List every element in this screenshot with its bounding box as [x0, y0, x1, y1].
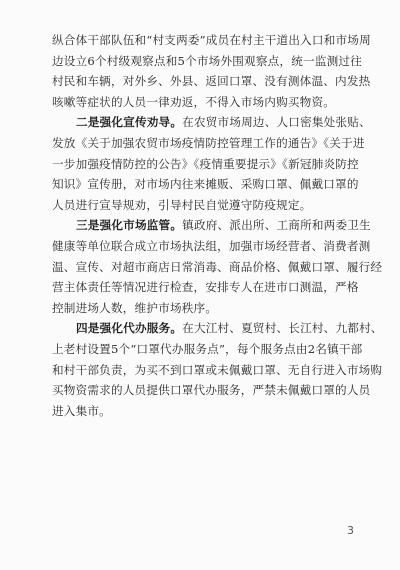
line-text: 在农贸市场周边、人口密集处张贴、: [182, 115, 371, 130]
line-text: 发放《关于加强农贸市场疫情防控管理工作的通告》《关于进: [52, 135, 365, 150]
text-line: [52, 298, 358, 319]
line-text: 边设立6个村级观察点和5个市场外围观察点，统一监测过往: [52, 53, 362, 68]
line-text: 和村干部负责，为买不到口罩或未佩戴口罩、无自行进入市场购: [52, 362, 383, 377]
line-text: 买物资需求的人员提供口罩代办服务，严禁未佩戴口罩的人员: [52, 383, 371, 398]
text-line: [52, 360, 383, 381]
line-text: 村民和车辆，对外乡、外县、返回口罩、没有测体温、内发热: [52, 74, 371, 89]
text-line: [52, 236, 371, 257]
text-line: [52, 195, 358, 216]
text-line: [52, 51, 362, 72]
text-line: [52, 401, 358, 422]
paragraph-heading: 二是强化宣传劝导。: [76, 115, 183, 130]
line-text: 咳嗽等症状的人员一律劝返，不得入市场内购买物资。: [52, 94, 336, 109]
paragraph-heading: 三是强化市场监管。: [76, 218, 183, 233]
paragraph-start-line: [52, 215, 371, 236]
text-line: [52, 133, 365, 154]
text-line: [52, 154, 358, 175]
text-line: [52, 30, 371, 51]
line-text: 进入集市。: [52, 403, 111, 418]
paragraph-start-line: [52, 318, 383, 339]
line-text: 控制进场人数，维护市场秩序。: [52, 300, 218, 315]
line-text: 上老村设置5个“口罩代办服务点”，每个服务点由2名镇干部: [52, 341, 363, 356]
text-line: [52, 71, 371, 92]
text-line: [52, 339, 363, 360]
paragraph-heading: 四是强化代办服务。: [76, 321, 183, 336]
line-text: 一步加强疫情防控的公告》《疫情重要提示》《新冠肺炎防控: [52, 156, 359, 171]
body-text: [52, 30, 383, 421]
line-text: 纵合体干部队伍和“村支两委”成员在村主干道出入口和市场周: [52, 33, 371, 47]
text-line: [52, 92, 358, 113]
paragraph-start-line: [52, 112, 371, 133]
page-number: 3: [347, 524, 354, 537]
text-line: [52, 174, 358, 195]
line-text: 人员进行宣导规劝，引导村民自觉遵守防疫规定。: [52, 197, 312, 212]
text-line: [52, 380, 371, 401]
line-text: 镇政府、派出所、工商所和两委卫生: [182, 218, 371, 233]
text-line: [52, 257, 383, 278]
line-text: 营主体责任等情况进行检查，安排专人在进市口测温，严格: [52, 280, 359, 295]
line-text: 知识》宣传册，对市场内往来摊贩、采购口罩、佩戴口罩的: [52, 177, 359, 192]
line-text: 健康等单位联合成立市场执法组，加强市场经营者、消费者测: [52, 238, 371, 253]
line-text: 温、宣传、对超市商店日常消毒、商品价格、佩戴口罩、履行经: [52, 259, 383, 274]
text-line: [52, 277, 358, 298]
line-text: 在大江村、夏贸村、长江村、九都村、: [182, 321, 383, 336]
